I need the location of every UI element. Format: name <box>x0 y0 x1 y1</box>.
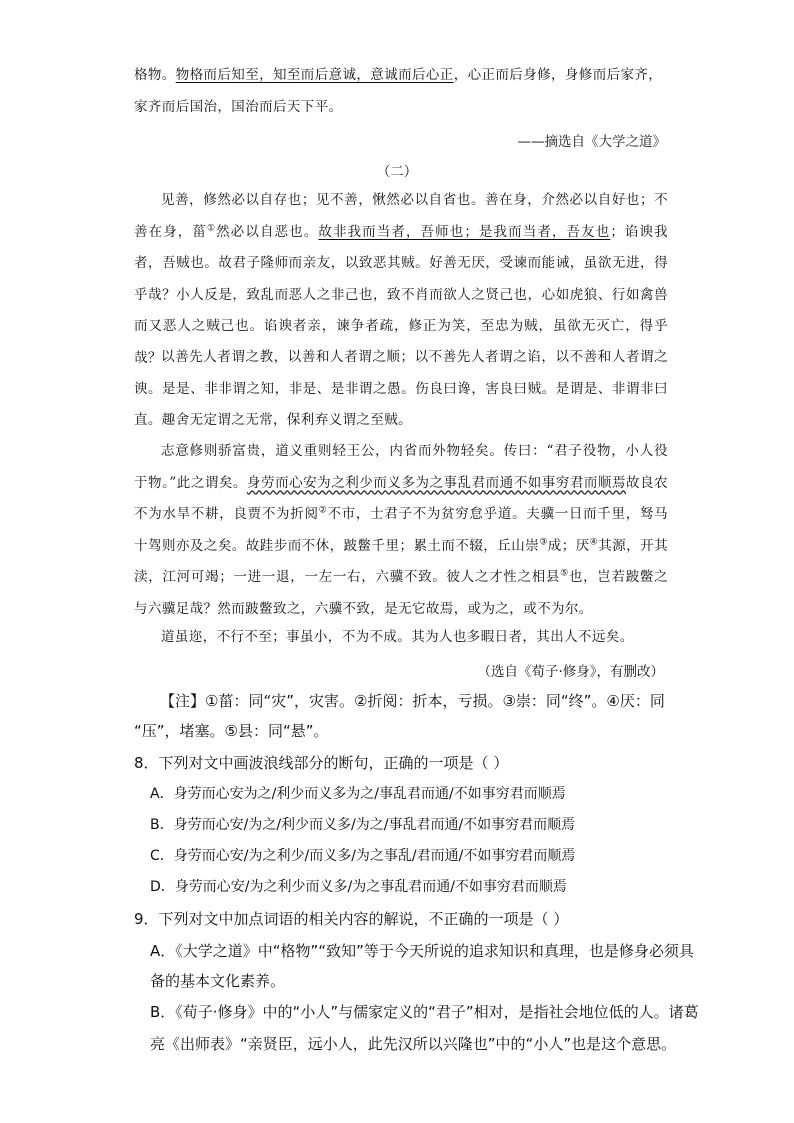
passage-one-underlined: 物格而后知至，知至而后意诚，意诚而后心正 <box>175 67 454 83</box>
question-8-stem: 8．下列对文中画波浪线部分的断句，正确的一项是（ ） <box>134 754 509 772</box>
note-marker-4: ④ <box>589 537 599 547</box>
note-marker-5: ⑤ <box>560 568 569 579</box>
question-8-option-a[interactable]: A．身劳而心安为之/利少而义多为之/事乱君而通/不如事穷君而顺焉 <box>150 786 566 802</box>
para3-c: 不市，士君子不为贫穷怠乎道。夫骥一日而千里，驽马十驾则亦及之矣。故跬步而不休，跛鳖千里；累土而不辍，丘山崇 <box>134 506 669 554</box>
para1-b: 然必以自恶也。 <box>216 223 319 240</box>
para3-f: 也，岂若跛鳖之与六骥足哉？然而跛鳖致之，六骥不致，是无它故焉，或为之，或不为尔。 <box>134 569 669 617</box>
passage-one-line1-end: ，心正而后身修，身修而后家齐， <box>453 67 663 83</box>
note-marker-3: ③ <box>539 537 548 547</box>
passage-one-line2: 家齐而后国治，国治而后天下平。 <box>134 98 343 115</box>
question-8-option-d[interactable]: D．身劳而心安/为之利少而义多/为之事乱君而通/不如事穷君而顺焉 <box>150 879 567 895</box>
para3-wavy-underlined: 身劳而心安为之利少而义多为之事乱君而通不如事穷君而顺焉 <box>247 474 627 491</box>
question-9-option-b-line1[interactable]: B．《荀子·修身》中的“小人”与儒家定义的“君子”相对，是指社会地位低的人。诸葛 <box>150 1003 699 1021</box>
question-8-option-c[interactable]: C．身劳而心安/为之利少/而义多/为之事乱/君而通/不如事穷君而顺焉 <box>150 848 576 864</box>
para1-a: 见善，修然必以自存也；见不善，愀然必以自省也。善在身，介然必以自好也；不善在身，菑 <box>134 192 668 240</box>
question-9-stem: 9．下列对文中加点词语的相关内容的解说，不正确的一项是（ ） <box>134 910 569 928</box>
note-marker-1: ① <box>207 223 217 233</box>
section-two-heading: （二） <box>376 164 418 180</box>
para1-c: ；谄谀我者，吾贼也。故君子隆师而亲友，以致恶其贼。好善无厌，受谏而能诫，虽欲无进，得乎哉？小人反是，致乱而恶人之非己也，致不肖而欲人之贤己也，心如虎狼、行如禽兽而又恶人之贼己也。谄谀者亲，谏争者疏，修正为笑，至忠为贼，虽欲无灭亡，得乎哉？ <box>134 223 669 366</box>
paragraph-4: 道虽迩，不行不至；事虽小，不为不成。其为人也多暇日者，其出人不远矣。 <box>161 629 634 645</box>
para3-d: 成；厌 <box>547 537 590 554</box>
paragraph-2: 以善先人者谓之教，以善和人者谓之顺；以不善先人者谓之谄，以不善和人者谓之谀。是是、非非谓之知，非是、是非谓之愚。伤良曰谗，害良曰贼。是谓是、非谓非曰直。趣舍无定谓之无常，保利弃义谓之至贼。 <box>134 349 668 428</box>
paragraph-3 <box>134 436 668 625</box>
notes-line1: 【注】①菑：同“灾”，灾害。②折阅：折本，亏损。③崇：同“终”。④厌：同 <box>160 692 665 710</box>
para3-e: 其源，开其渎，江河可竭；一进一退，一左一右，六骥不致。彼人之才性之相县 <box>134 537 669 585</box>
para3-b: 故良农不为水旱不耕，良贾不为折阅 <box>134 474 668 522</box>
para1-underlined: 故非我而当者，吾师也；是我而当者，吾友也 <box>318 223 611 240</box>
question-8-option-b[interactable]: B．身劳而心安/为之/利少而义多/为之/事乱君而通/不如事穷君而顺焉 <box>150 817 576 833</box>
question-9-option-a-line2: 备的基本文化素养。 <box>150 972 286 990</box>
source-one: ——摘选自《大学之道》 <box>517 134 666 150</box>
question-9-option-b-line2: 亮《出师表》“亲贤臣，远小人，此先汉所以兴隆也”中的“小人”也是这个意思。 <box>150 1035 677 1053</box>
note-marker-2: ② <box>318 505 328 516</box>
notes-line2: “压”，堵塞。⑤县：同“悬”。 <box>134 722 329 740</box>
para3-a: 志意修则骄富贵，道义重则轻王公，内省而外物轻矣。传曰：“君子役物，小人役于物。”此之谓矣。 <box>134 443 668 491</box>
passage-one-line1-start: 格物。 <box>134 67 176 83</box>
source-two: （选自《荀子·修身》，有删改） <box>477 664 664 680</box>
passage-one-tail <box>134 60 668 123</box>
question-9-option-a-line1[interactable]: A．《大学之道》中“格物”“致知”等于今天所说的追求知识和真理，也是修身必须具 <box>150 942 694 960</box>
